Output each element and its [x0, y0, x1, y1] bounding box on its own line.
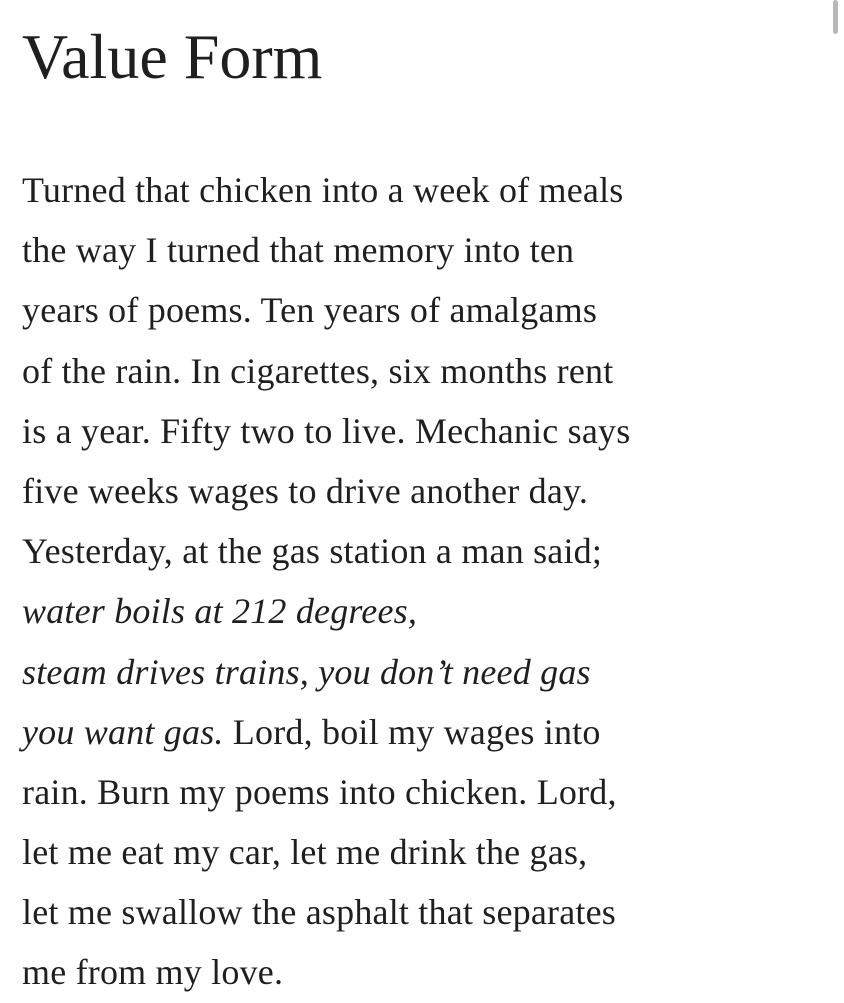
poem-line-text: Turned that chicken into a week of meals — [22, 170, 624, 210]
poem-line — [22, 401, 630, 461]
poem-line — [22, 822, 630, 882]
poem-line-text: years of poems. Ten years of amalgams — [22, 290, 598, 331]
poem-line — [22, 521, 630, 581]
poem-line — [22, 942, 630, 1002]
poem-line — [22, 220, 630, 280]
poem-line-text: the way I turned that memory into ten — [22, 230, 575, 271]
poem-title: Value Form — [22, 21, 323, 92]
poem-line-text: of the rain. In cigarettes, six months rent — [22, 350, 614, 391]
poem-line — [22, 882, 630, 942]
scrollbar-thumb[interactable] — [833, 0, 838, 34]
poem-line-italic-text: you want gas. — [22, 711, 224, 752]
poem-line — [22, 341, 630, 401]
poem-line-text: let me swallow the asphalt that separates — [22, 892, 617, 933]
poem-line — [22, 762, 630, 822]
poem-line — [22, 702, 630, 762]
poem-line-text: Lord, boil my wages into — [223, 711, 601, 752]
poem-line-text: Yesterday, at the gas station a man said; — [22, 531, 603, 572]
poem-line-text: is a year. Fifty two to live. Mechanic says — [22, 410, 631, 451]
poem-line — [22, 581, 630, 641]
poem-line — [22, 642, 630, 702]
poem-line-text: me from my love. — [22, 952, 284, 993]
poem-body — [22, 160, 630, 1003]
poem-line-text: rain. Burn my poems into chicken. Lord, — [22, 771, 617, 812]
poem-line-italic-text: water boils at 212 degrees, — [22, 591, 418, 632]
poem-line-italic-text: steam drives trains, you don’t need gas — [22, 651, 591, 692]
poem-line-text: let me eat my car, let me drink the gas, — [22, 832, 588, 873]
poem-line — [22, 280, 630, 340]
poem-line — [22, 160, 630, 220]
poem-line — [22, 461, 630, 521]
poem-line-text: five weeks wages to drive another day. — [22, 470, 589, 511]
